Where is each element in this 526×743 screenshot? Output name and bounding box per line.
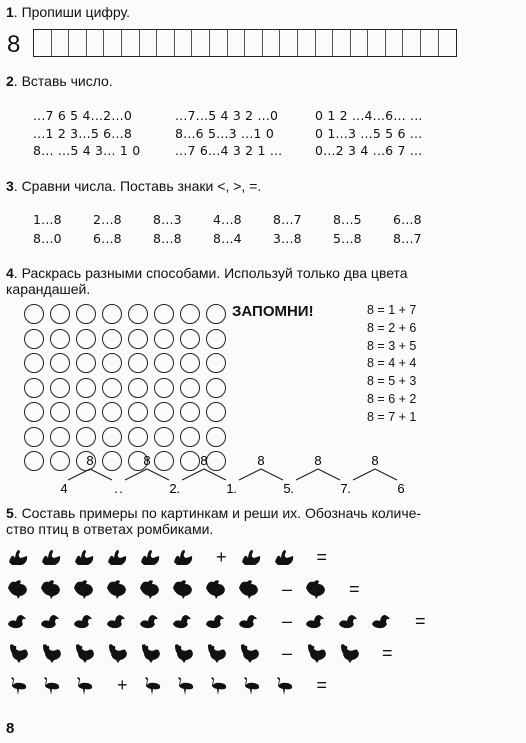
- grid-cell[interactable]: [122, 30, 140, 56]
- house-top: 8: [314, 453, 322, 468]
- rooster-icon: [304, 642, 328, 664]
- swan-icon: [239, 546, 263, 568]
- task4-heading: [6, 265, 521, 297]
- house-left: .: [119, 481, 123, 496]
- swan-icon: [72, 546, 96, 568]
- duck-icon: [6, 610, 30, 632]
- grid-cell[interactable]: [421, 30, 439, 56]
- coloring-circle[interactable]: [76, 353, 96, 373]
- task1-title: . Пропиши цифру.: [13, 4, 131, 20]
- grid-cell[interactable]: [386, 30, 404, 56]
- equation: 8 = 7 + 1: [367, 409, 417, 424]
- house-right: 2: [169, 481, 177, 496]
- coloring-circle[interactable]: [50, 304, 70, 324]
- coloring-circle[interactable]: [206, 427, 226, 447]
- comparison-item[interactable]: 8...8: [153, 231, 182, 246]
- task3-title: . Сравни числа. Поставь знаки <, >, =.: [13, 178, 262, 194]
- equals-sign[interactable]: =: [316, 546, 328, 567]
- comparison-item[interactable]: 8...7: [393, 231, 422, 246]
- comparison-item[interactable]: 8...0: [33, 231, 62, 246]
- coloring-circle[interactable]: [24, 378, 44, 398]
- bird-examples: [6, 541, 438, 701]
- duck-icon: [138, 610, 162, 632]
- turkey-icon: [204, 578, 228, 600]
- duck-icon: [370, 610, 394, 632]
- comparison-item[interactable]: 8...3: [153, 212, 182, 227]
- task3-heading: [6, 178, 261, 194]
- number-houses: [40, 450, 420, 500]
- grid-cell[interactable]: [140, 30, 158, 56]
- swan-icon: [105, 546, 129, 568]
- coloring-circle[interactable]: [154, 353, 174, 373]
- coloring-circle[interactable]: [180, 402, 200, 422]
- task3-number: 3: [6, 178, 14, 194]
- coloring-circle[interactable]: [24, 353, 44, 373]
- grid-cell[interactable]: [280, 30, 298, 56]
- coloring-circle[interactable]: [154, 402, 174, 422]
- house-roof: [68, 469, 112, 480]
- coloring-circle[interactable]: [76, 402, 96, 422]
- swan-icon: [272, 546, 296, 568]
- house-roof: [182, 469, 226, 480]
- turkey-icon: [171, 578, 195, 600]
- coloring-circle[interactable]: [76, 304, 96, 324]
- house-roof: [239, 469, 283, 480]
- coloring-circle[interactable]: [206, 378, 226, 398]
- grid-cell[interactable]: [104, 30, 122, 56]
- operator: –: [282, 642, 293, 663]
- ostrich-icon: [239, 674, 263, 696]
- coloring-circle[interactable]: [102, 427, 122, 447]
- task2-column-1: [33, 107, 140, 160]
- equals-sign[interactable]: =: [316, 674, 328, 695]
- coloring-circle[interactable]: [24, 402, 44, 422]
- coloring-circle[interactable]: [102, 329, 122, 349]
- equation-list: [367, 302, 416, 427]
- house-roof: [296, 469, 340, 480]
- task2-sequence[interactable]: ...1 2 3...5 6...8: [33, 125, 132, 141]
- coloring-circle[interactable]: [102, 378, 122, 398]
- turkey-icon: [304, 578, 328, 600]
- task1-number: 1: [6, 4, 14, 20]
- coloring-circle[interactable]: [76, 378, 96, 398]
- duck-icon: [171, 610, 195, 632]
- swan-icon: [171, 546, 195, 568]
- comparison-item[interactable]: 1...8: [33, 212, 62, 227]
- task2-heading: [6, 73, 113, 89]
- task2-sequence[interactable]: 8... ...5 4 3... 1 0: [33, 143, 141, 158]
- grid-cell[interactable]: [210, 30, 228, 56]
- task5-title-cont: ство птиц в ответах ромбиками.: [6, 521, 214, 537]
- house-top: 8: [143, 453, 151, 468]
- number-house[interactable]: [347, 453, 404, 496]
- coloring-circle[interactable]: [180, 427, 200, 447]
- house-right: 5: [283, 481, 291, 496]
- grid-cell[interactable]: [403, 30, 421, 56]
- task2-sequence[interactable]: ...7 6...4 3 2 1 ...: [175, 143, 283, 158]
- duck-icon: [237, 610, 261, 632]
- equals-sign[interactable]: =: [415, 610, 426, 631]
- grid-cell[interactable]: [298, 30, 316, 56]
- house-right: 1: [226, 481, 234, 496]
- house-roof: [125, 469, 169, 480]
- house-left: .: [290, 481, 294, 496]
- grid-cell[interactable]: [175, 30, 193, 56]
- coloring-circle[interactable]: [24, 304, 44, 324]
- duck-icon: [337, 610, 361, 632]
- task4-title-cont: карандашей.: [6, 281, 91, 297]
- turkey-icon: [72, 578, 96, 600]
- house-top: 8: [86, 453, 94, 468]
- coloring-circle[interactable]: [180, 304, 200, 324]
- ostrich-icon: [206, 674, 230, 696]
- task2-sequence[interactable]: 8...6 5...3 ...1 0: [175, 125, 274, 141]
- coloring-circle[interactable]: [128, 329, 148, 349]
- operator: +: [216, 546, 227, 567]
- bird-example-row: [6, 541, 438, 573]
- duck-icon: [204, 610, 228, 632]
- task4-title: . Раскрась разными способами. Используй только два цвета: [13, 265, 408, 281]
- task2-sequence[interactable]: 0 1 2 ...4...6... ...: [315, 108, 423, 123]
- comparison-item[interactable]: 6...8: [393, 212, 422, 227]
- comparison-item[interactable]: 8...7: [273, 212, 302, 227]
- swan-icon: [138, 546, 162, 568]
- rooster-icon: [138, 642, 162, 664]
- turkey-icon: [39, 578, 63, 600]
- grid-cell[interactable]: [52, 30, 70, 56]
- task5-number: 5: [6, 505, 14, 521]
- coloring-circle[interactable]: [180, 353, 200, 373]
- task4-number: 4: [6, 265, 14, 281]
- house-left: .: [347, 481, 351, 496]
- coloring-circle[interactable]: [154, 427, 174, 447]
- coloring-circle[interactable]: [180, 378, 200, 398]
- grid-cell[interactable]: [245, 30, 263, 56]
- coloring-circle[interactable]: [76, 427, 96, 447]
- house-top: 8: [257, 453, 265, 468]
- comparison-item[interactable]: 6...8: [93, 231, 122, 246]
- coloring-circle[interactable]: [50, 402, 70, 422]
- ostrich-icon: [39, 674, 63, 696]
- grid-cell[interactable]: [34, 30, 52, 56]
- remember-label: ЗАПОМНИ!: [232, 303, 314, 320]
- task2-column-3: [315, 107, 423, 160]
- grid-cell[interactable]: [192, 30, 210, 56]
- coloring-circle[interactable]: [206, 353, 226, 373]
- turkey-icon: [6, 578, 30, 600]
- coloring-circle[interactable]: [206, 304, 226, 324]
- equation: 8 = 2 + 6: [367, 320, 417, 335]
- page-number: 8: [6, 720, 15, 737]
- duck-icon: [39, 610, 63, 632]
- coloring-circle[interactable]: [154, 378, 174, 398]
- task2-sequence[interactable]: 0...2 3 4 ...6 7 ...: [315, 143, 423, 158]
- grid-cell[interactable]: [157, 30, 175, 56]
- house-top: 8: [200, 453, 208, 468]
- equation: 8 = 3 + 5: [367, 338, 417, 353]
- grid-cell[interactable]: [333, 30, 351, 56]
- operator: –: [282, 610, 293, 631]
- coloring-circle[interactable]: [50, 329, 70, 349]
- turkey-icon: [237, 578, 261, 600]
- equation: 8 = 5 + 3: [367, 374, 417, 389]
- task1-digit: 8: [7, 31, 21, 58]
- equals-sign[interactable]: =: [382, 642, 393, 663]
- coloring-circle[interactable]: [50, 378, 70, 398]
- task2-number: 2: [6, 73, 14, 89]
- house-top: 8: [371, 453, 379, 468]
- coloring-circle[interactable]: [154, 329, 174, 349]
- turkey-icon: [138, 578, 162, 600]
- bird-example-row: [6, 605, 438, 637]
- grid-cell[interactable]: [87, 30, 105, 56]
- comparison-item[interactable]: 5...8: [333, 231, 362, 246]
- coloring-circle[interactable]: [50, 427, 70, 447]
- number-house[interactable]: [233, 453, 290, 496]
- rooster-icon: [39, 642, 63, 664]
- task3-row-1: [33, 212, 453, 227]
- duck-icon: [72, 610, 96, 632]
- operator: +: [117, 674, 128, 695]
- coloring-circle[interactable]: [102, 353, 122, 373]
- rooster-icon: [237, 642, 261, 664]
- number-house[interactable]: [119, 453, 176, 496]
- ostrich-icon: [272, 674, 296, 696]
- grid-cell[interactable]: [316, 30, 334, 56]
- coloring-circle[interactable]: [206, 329, 226, 349]
- ostrich-icon: [140, 674, 164, 696]
- coloring-circle[interactable]: [50, 353, 70, 373]
- task2-sequence[interactable]: 0 1...3 ...5 5 6 ...: [315, 125, 423, 141]
- coloring-circle[interactable]: [128, 304, 148, 324]
- duck-icon: [105, 610, 129, 632]
- grid-cell[interactable]: [69, 30, 87, 56]
- rooster-icon: [337, 642, 361, 664]
- task5-title: . Составь примеры по картинкам и реши их. Обозначь количе-: [13, 505, 422, 521]
- house-right: 6: [397, 481, 405, 496]
- number-house[interactable]: [176, 453, 233, 496]
- turkey-icon: [105, 578, 129, 600]
- comparison-item[interactable]: 4...8: [213, 212, 242, 227]
- number-house[interactable]: [60, 453, 117, 496]
- operator: –: [282, 578, 293, 599]
- coloring-circle[interactable]: [24, 427, 44, 447]
- grid-cell[interactable]: [439, 30, 457, 56]
- task2-sequence[interactable]: ...7...5 4 3 2 ...0: [175, 108, 279, 123]
- ostrich-icon: [72, 674, 96, 696]
- task3-row-2: [33, 231, 453, 246]
- coloring-circle[interactable]: [154, 304, 174, 324]
- comparison-item[interactable]: 3...8: [273, 231, 302, 246]
- grid-cell[interactable]: [351, 30, 369, 56]
- house-left: .: [233, 481, 237, 496]
- ostrich-icon: [173, 674, 197, 696]
- house-right: 7: [340, 481, 348, 496]
- task5-heading: [6, 505, 521, 537]
- rooster-icon: [171, 642, 195, 664]
- equals-sign[interactable]: =: [349, 578, 360, 599]
- coloring-circle[interactable]: [128, 378, 148, 398]
- grid-cell[interactable]: [228, 30, 246, 56]
- grid-cell[interactable]: [368, 30, 386, 56]
- house-roof: [353, 469, 397, 480]
- swan-icon: [39, 546, 63, 568]
- comparison-item[interactable]: 8...5: [333, 212, 362, 227]
- house-right: .: [114, 481, 118, 496]
- equation: 8 = 4 + 4: [367, 356, 417, 371]
- equation: 8 = 6 + 2: [367, 391, 417, 406]
- duck-icon: [304, 610, 328, 632]
- house-left: 4: [60, 481, 68, 496]
- bird-example-row: [6, 573, 438, 605]
- bird-example-row: [6, 637, 438, 669]
- comparison-item[interactable]: 8...4: [213, 231, 242, 246]
- equation: 8 = 1 + 7: [367, 303, 417, 317]
- coloring-circle[interactable]: [128, 427, 148, 447]
- coloring-circle[interactable]: [206, 402, 226, 422]
- bird-example-row: [6, 669, 438, 701]
- task2-column-2: [175, 107, 282, 160]
- handwriting-grid[interactable]: [33, 29, 457, 57]
- grid-cell[interactable]: [263, 30, 281, 56]
- coloring-circle[interactable]: [180, 329, 200, 349]
- coloring-circle[interactable]: [128, 353, 148, 373]
- task2-sequence[interactable]: ...7 6 5 4...2...0: [33, 108, 132, 123]
- rooster-icon: [6, 642, 30, 664]
- task2-title: . Вставь число.: [13, 73, 113, 89]
- rooster-icon: [204, 642, 228, 664]
- house-left: .: [176, 481, 180, 496]
- number-house[interactable]: [290, 453, 347, 496]
- coloring-circle[interactable]: [102, 304, 122, 324]
- ostrich-icon: [6, 674, 30, 696]
- coloring-circle[interactable]: [76, 329, 96, 349]
- rooster-icon: [72, 642, 96, 664]
- rooster-icon: [105, 642, 129, 664]
- coloring-circle[interactable]: [24, 329, 44, 349]
- comparison-item[interactable]: 2...8: [93, 212, 122, 227]
- coloring-circle[interactable]: [102, 402, 122, 422]
- coloring-circle[interactable]: [128, 402, 148, 422]
- swan-icon: [6, 546, 30, 568]
- task1-heading: [6, 4, 130, 20]
